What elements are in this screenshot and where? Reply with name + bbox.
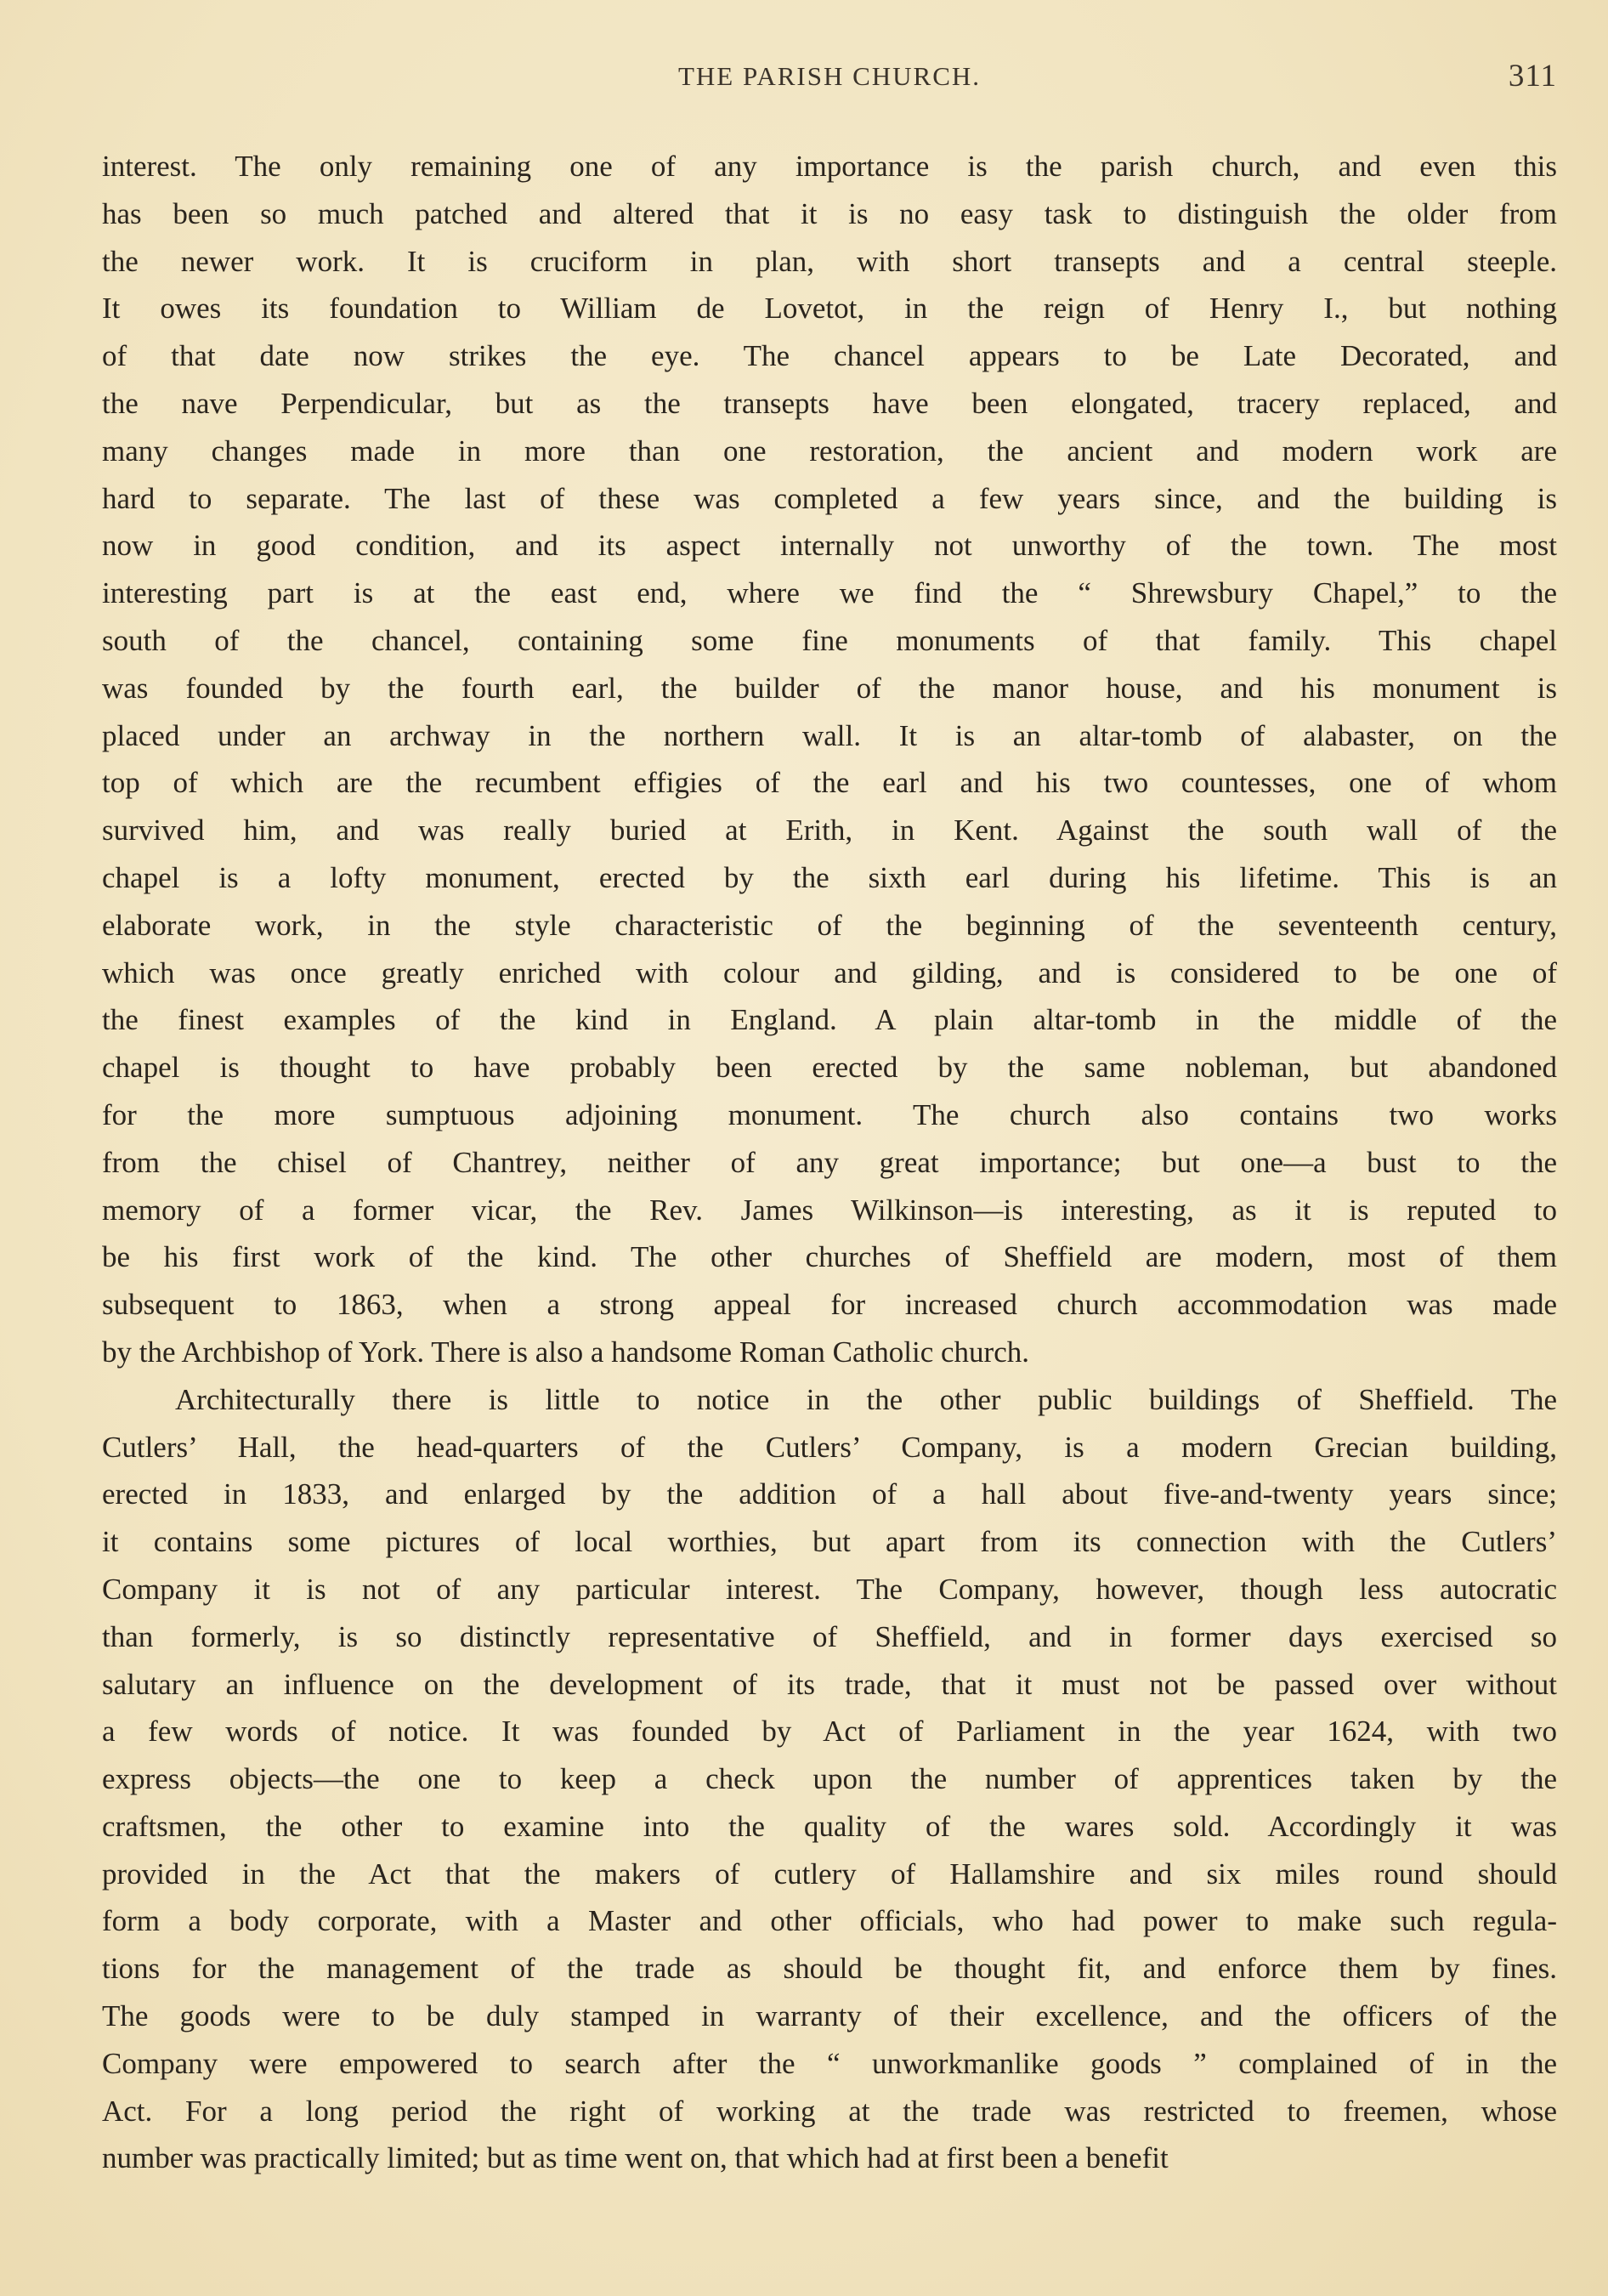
text-line: survived him, and was really buried at Erith, in Kent. Against the south wall of the	[102, 814, 1557, 848]
text-line: interesting part is at the east end, where we find the “ Shrewsbury Chapel,” to the	[102, 576, 1557, 610]
text-line: Act. For a long period the right of working at the trade was restricted to freemen, whose	[102, 2094, 1557, 2128]
text-line: form a body corporate, with a Master and other officials, who had power to make such regula-	[102, 1904, 1557, 1938]
text-line: a few words of notice. It was founded by Act of Parliament in the year 1624, with two	[102, 1715, 1557, 1749]
text-line: placed under an archway in the northern wall. It is an altar-tomb of alabaster, on the	[102, 718, 1557, 752]
text-line: Company were empowered to search after the “ unworkmanlike goods ” complained of in the	[102, 2046, 1557, 2080]
text-line: hard to separate. The last of these was completed a few years since, and the building is	[102, 481, 1557, 515]
text-line: be his first work of the kind. The other churches of Sheffield are modern, most of them	[102, 1240, 1557, 1274]
text-line: by the Archbishop of York. There is also a handsome Roman Catholic church.	[102, 1335, 1029, 1369]
page-number: 311	[1508, 59, 1557, 94]
text-line: memory of a former vicar, the Rev. James Wilkinson—is interesting, as it is reputed to	[102, 1193, 1557, 1227]
text-line: many changes made in more than one restoration, the ancient and modern work are	[102, 434, 1557, 468]
text-line: was founded by the fourth earl, the builder of the manor house, and his monument is	[102, 671, 1557, 705]
text-line: top of which are the recumbent effigies of the earl and his two countesses, one of whom	[102, 766, 1557, 800]
text-line: it contains some pictures of local worthies, but apart from its connection with the Cutlers’	[102, 1525, 1557, 1559]
text-line: from the chisel of Chantrey, neither of any great importance; but one—a bust to the	[102, 1145, 1557, 1179]
text-line: which was once greatly enriched with colour and gilding, and is considered to be one of	[102, 955, 1557, 989]
text-line: express objects—the one to keep a check upon the number of apprentices taken by the	[102, 1762, 1557, 1796]
running-header	[102, 61, 1557, 104]
body-text	[102, 143, 1557, 2182]
text-line: than formerly, is so distinctly representative of Sheffield, and in former days exercised so	[102, 1619, 1557, 1653]
text-line: It owes its foundation to William de Lovetot, in the reign of Henry I., but nothing	[102, 292, 1557, 326]
text-line: south of the chancel, containing some fine monuments of that family. This chapel	[102, 623, 1557, 657]
text-line: craftsmen, the other to examine into the quality of the wares sold. Accordingly it was	[102, 1809, 1557, 1843]
text-line: erected in 1833, and enlarged by the addition of a hall about five-and-twenty years since;	[102, 1477, 1557, 1511]
text-line: of that date now strikes the eye. The chancel appears to be Late Decorated, and	[102, 339, 1557, 373]
text-line: provided in the Act that the makers of cutlery of Hallamshire and six miles round should	[102, 1857, 1557, 1891]
text-line: The goods were to be duly stamped in warranty of their excellence, and the officers of the	[102, 1999, 1557, 2033]
text-line: has been so much patched and altered that it is no easy task to distinguish the older from	[102, 196, 1557, 230]
text-line: interest. The only remaining one of any importance is the parish church, and even this	[102, 150, 1557, 183]
text-line: number was practically limited; but as time went on, that which had at first been a benefit	[102, 2141, 1169, 2175]
text-line: now in good condition, and its aspect internally not unworthy of the town. The most	[102, 529, 1557, 563]
text-line: chapel is thought to have probably been erected by the same nobleman, but abandoned	[102, 1051, 1557, 1085]
text-line: the newer work. It is cruciform in plan, with short transepts and a central steeple.	[102, 244, 1557, 278]
text-line: Architecturally there is little to notice in the other public buildings of Sheffield. The	[175, 1382, 1557, 1416]
text-line: Cutlers’ Hall, the head-quarters of the Cutlers’ Company, is a modern Grecian building,	[102, 1430, 1557, 1464]
text-line: tions for the management of the trade as should be thought fit, and enforce them by fines.	[102, 1952, 1557, 1986]
text-line: elaborate work, in the style characteristic of the beginning of the seventeenth century,	[102, 908, 1557, 942]
text-line: chapel is a lofty monument, erected by the sixth earl during his lifetime. This is an	[102, 860, 1557, 894]
text-line: the nave Perpendicular, but as the transepts have been elongated, tracery replaced, and	[102, 386, 1557, 420]
text-line: subsequent to 1863, when a strong appeal for increased church accommodation was made	[102, 1288, 1557, 1322]
text-line: the finest examples of the kind in England. A plain altar-tomb in the middle of the	[102, 1003, 1557, 1037]
text-line: salutary an influence on the development of its trade, that it must not be passed over without	[102, 1667, 1557, 1701]
running-title: THE PARISH CHURCH.	[677, 61, 982, 91]
text-line: for the more sumptuous adjoining monument. The church also contains two works	[102, 1097, 1557, 1131]
text-line: Company it is not of any particular interest. The Company, however, though less autocratic	[102, 1572, 1557, 1606]
